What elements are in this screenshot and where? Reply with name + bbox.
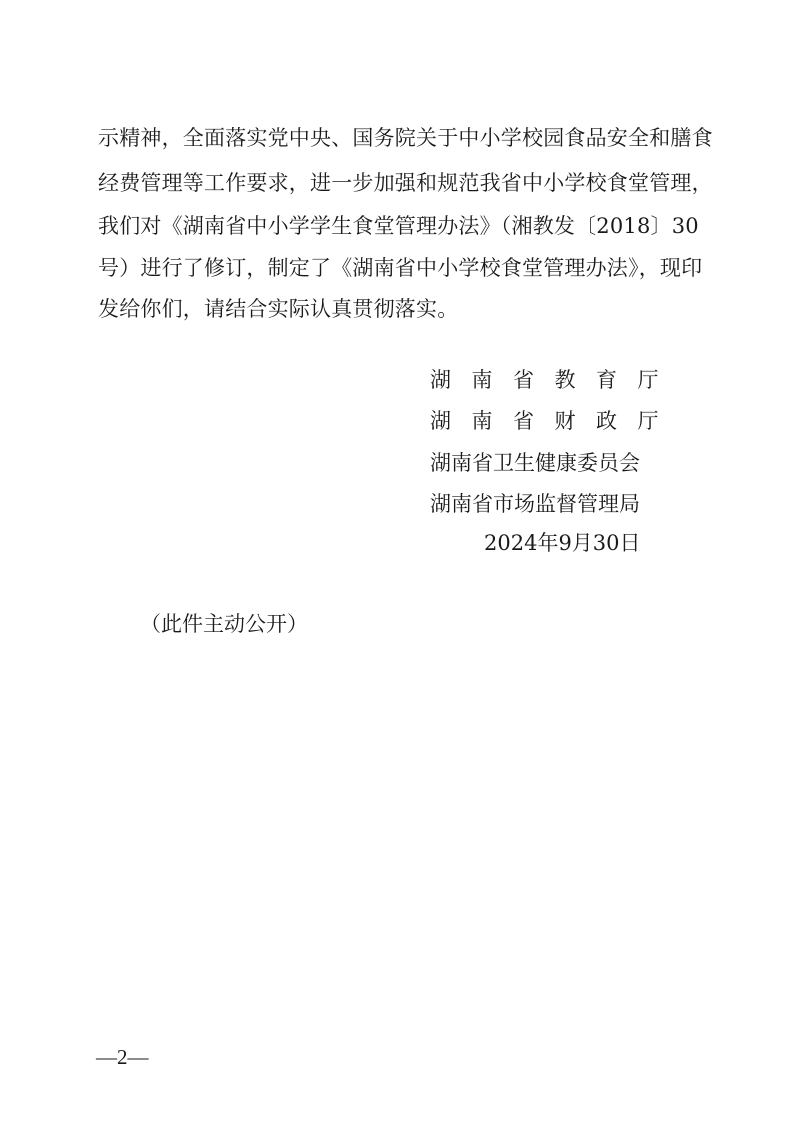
signature-org-finance: 湖南省财政厅 — [430, 409, 679, 433]
signature-org-market: 湖南省市场监督管理局 — [430, 492, 640, 516]
body-paragraph-line: 号）进行了修订，制定了《湖南省中小学校食堂管理办法》，现印 — [98, 256, 703, 280]
body-paragraph-line: 经费管理等工作要求，进一步加强和规范我省中小学校食堂管理， — [98, 171, 713, 195]
page-number: —2— — [96, 1045, 149, 1069]
signature-org-education: 湖南省教育厅 — [430, 368, 679, 392]
body-paragraph-line: 示精神，全面落实党中央、国务院关于中小学校园食品安全和膳食 — [98, 126, 713, 150]
body-paragraph-line: 我们对《湖南省中小学学生食堂管理办法》（湘教发〔2018〕30 — [98, 214, 699, 238]
body-paragraph-line: 发给你们，请结合实际认真贯彻落实。 — [98, 297, 459, 321]
signature-org-health: 湖南省卫生健康委员会 — [430, 451, 640, 475]
signature-date: 2024年9月30日 — [484, 531, 641, 555]
disclosure-note: （此件主动公开） — [140, 612, 308, 636]
